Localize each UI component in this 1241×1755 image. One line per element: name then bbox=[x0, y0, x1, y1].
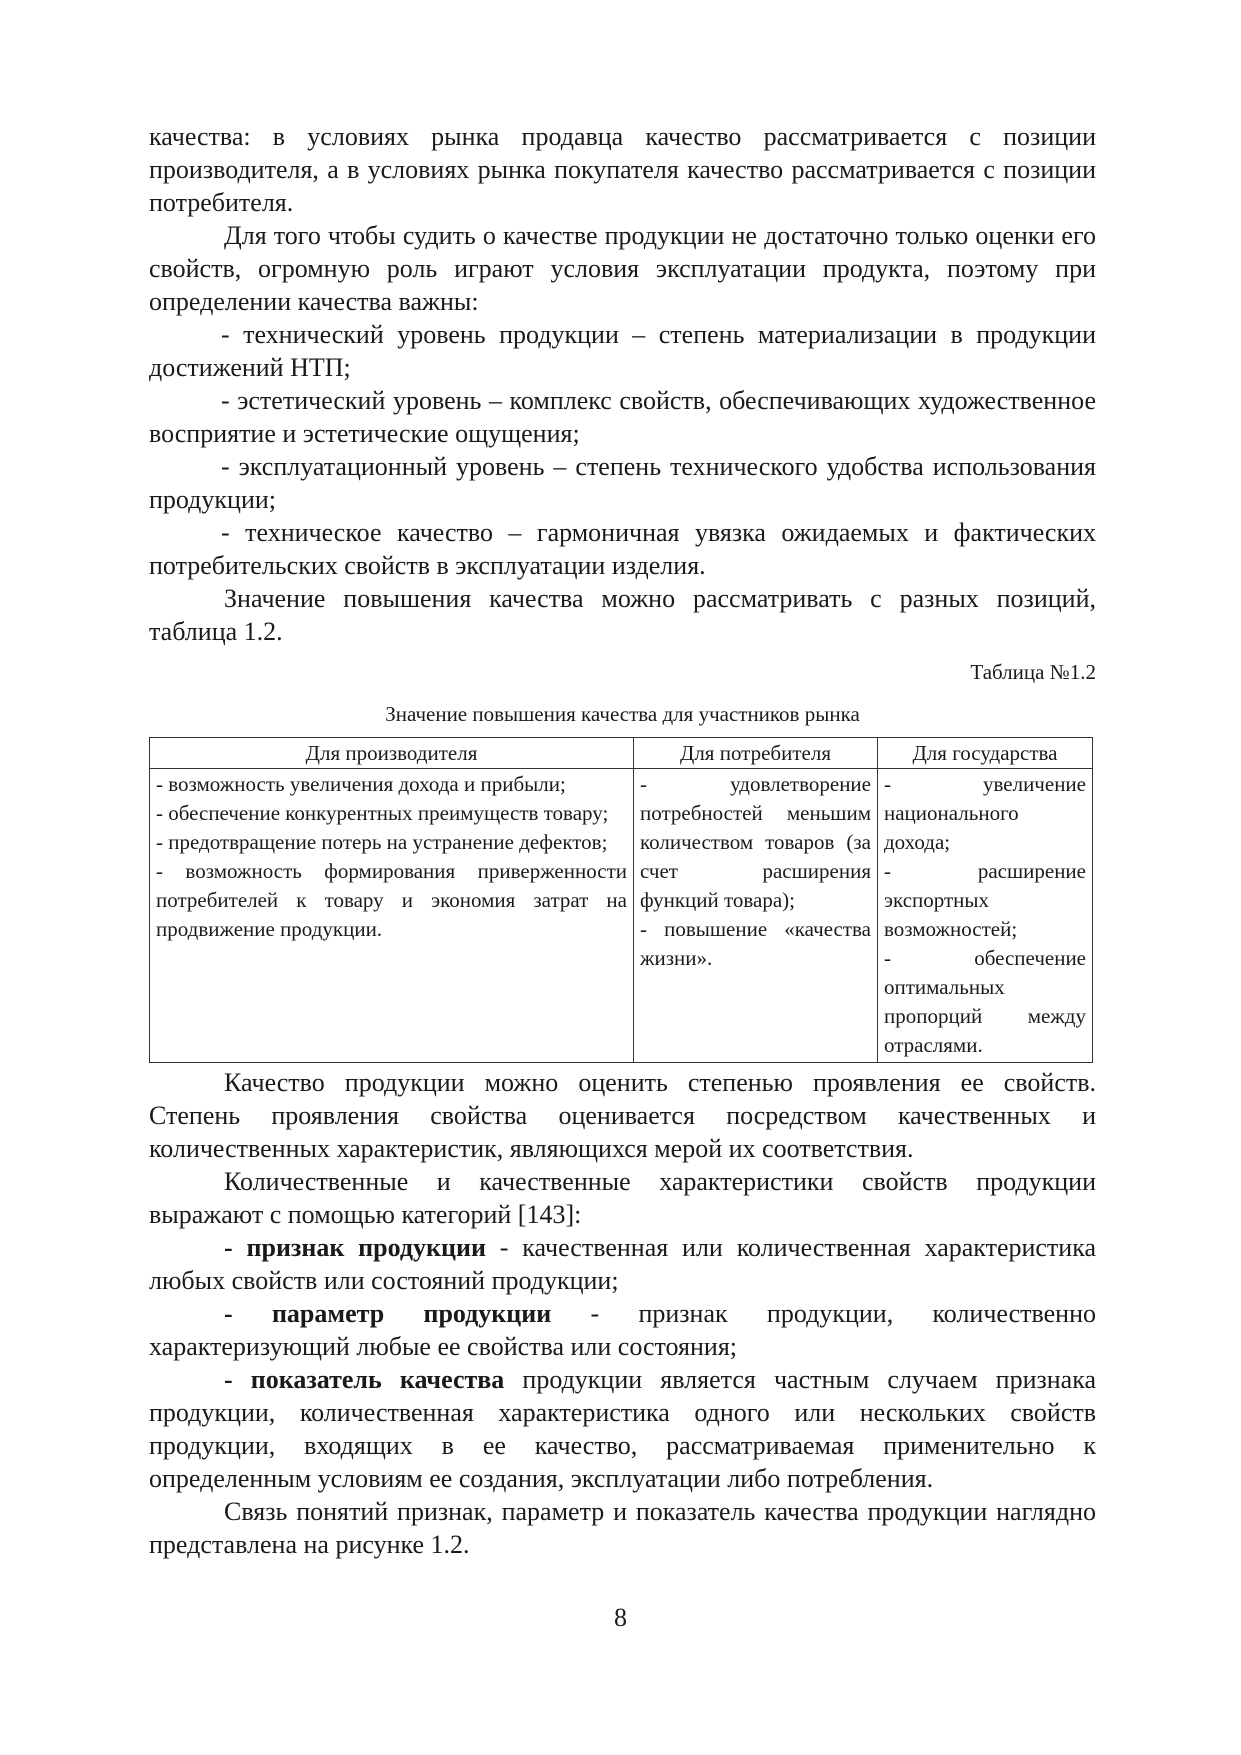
paragraph: Качество продукции можно оценить степенью проявления ее свойств. Степень проявления свойства оценивается посредством качественных и количественных характеристик, являющихся мерой их соответствия. bbox=[149, 1068, 1096, 1163]
cell-line: - повышение «качества жизни». bbox=[640, 917, 871, 970]
term-definition bbox=[149, 1231, 1096, 1297]
table-title: Значение повышения качества для участников рынка bbox=[385, 702, 860, 726]
paragraph: Связь понятий признак, параметр и показатель качества продукции наглядно представлена на рисунке 1.2. bbox=[149, 1497, 1096, 1559]
cell-line: - увеличение национального дохода; bbox=[884, 772, 1086, 854]
cell-line: - возможность увеличения дохода и прибыли; bbox=[156, 772, 566, 796]
cell-line: - обеспечение конкурентных преимуществ товару; bbox=[156, 801, 609, 825]
intro-text-block bbox=[149, 120, 1096, 648]
list-item: - эксплуатационный уровень – степень технического удобства использования продукции; bbox=[149, 452, 1096, 514]
table-row bbox=[150, 769, 1093, 1063]
cell-state bbox=[878, 769, 1093, 1063]
cell-line: - предотвращение потерь на устранение дефектов; bbox=[156, 830, 608, 854]
cell-line: - возможность формирования приверженности потребителей к товару и экономия затрат на продвижение продукции. bbox=[156, 859, 627, 941]
list-item: - эстетический уровень – комплекс свойств, обеспечивающих художественное восприятие и эстетические ощущения; bbox=[149, 386, 1096, 448]
list-item: - техническое качество – гармоничная увязка ожидаемых и фактических потребительских свойств в эксплуатации изделия. bbox=[149, 518, 1096, 580]
cell-line: - расширение экспортных возможностей; bbox=[884, 859, 1086, 941]
term-bold: - параметр продукции bbox=[224, 1299, 552, 1328]
column-header-consumer: Для потребителя bbox=[634, 738, 878, 769]
paragraph: Количественные и качественные характеристики свойств продукции выражают с помощью категорий [143]: bbox=[149, 1167, 1096, 1229]
column-header-producer: Для производителя bbox=[150, 738, 634, 769]
term-bold: - показатель качества bbox=[224, 1365, 505, 1394]
term-bold: - признак продукции bbox=[224, 1233, 486, 1262]
list-item: - технический уровень продукции – степень материализации в продукции достижений НТП; bbox=[149, 320, 1096, 382]
page-number: 8 bbox=[614, 1603, 627, 1632]
term-text: - качественная или количественная характеристика любых свойств или состояний продукции; bbox=[149, 1233, 1096, 1295]
table-label: Таблица №1.2 bbox=[970, 660, 1096, 684]
cell-line: - удовлетворение потребностей меньшим количеством товаров (за счет расширения функций товара); bbox=[640, 772, 871, 912]
term-text: - признак продукции, количественно характеризующий любые ее свойства или состояния; bbox=[149, 1299, 1096, 1361]
paragraph: Значение повышения качества можно рассматривать с разных позиций, таблица 1.2. bbox=[149, 584, 1096, 646]
cell-line: - обеспечение оптимальных пропорций между отраслями. bbox=[884, 946, 1086, 1057]
paragraph: Для того чтобы судить о качестве продукции не достаточно только оценки его свойств, огромную роль играют условия эксплуатации продукта, поэтому при определении качества важны: bbox=[149, 221, 1096, 316]
term-definition bbox=[149, 1363, 1096, 1495]
paragraph: качества: в условиях рынка продавца качество рассматривается с позиции производителя, а в условиях рынка покупателя качество рассматривается с позиции потребителя. bbox=[149, 122, 1096, 217]
quality-table bbox=[149, 737, 1093, 1063]
term-definition bbox=[149, 1297, 1096, 1363]
cell-consumer bbox=[634, 769, 878, 1063]
cell-producer bbox=[150, 769, 634, 1063]
column-header-state: Для государства bbox=[878, 738, 1093, 769]
term-text: продукции является частным случаем признака продукции, количественная характеристика одного или нескольких свойств продукции, входящих в ее качество, рассматриваемая применительно к определенным условиям ее создания, эксплуатации либо потребления. bbox=[149, 1365, 1096, 1493]
body-text-block bbox=[149, 1066, 1096, 1561]
table-header-row bbox=[150, 738, 1093, 769]
